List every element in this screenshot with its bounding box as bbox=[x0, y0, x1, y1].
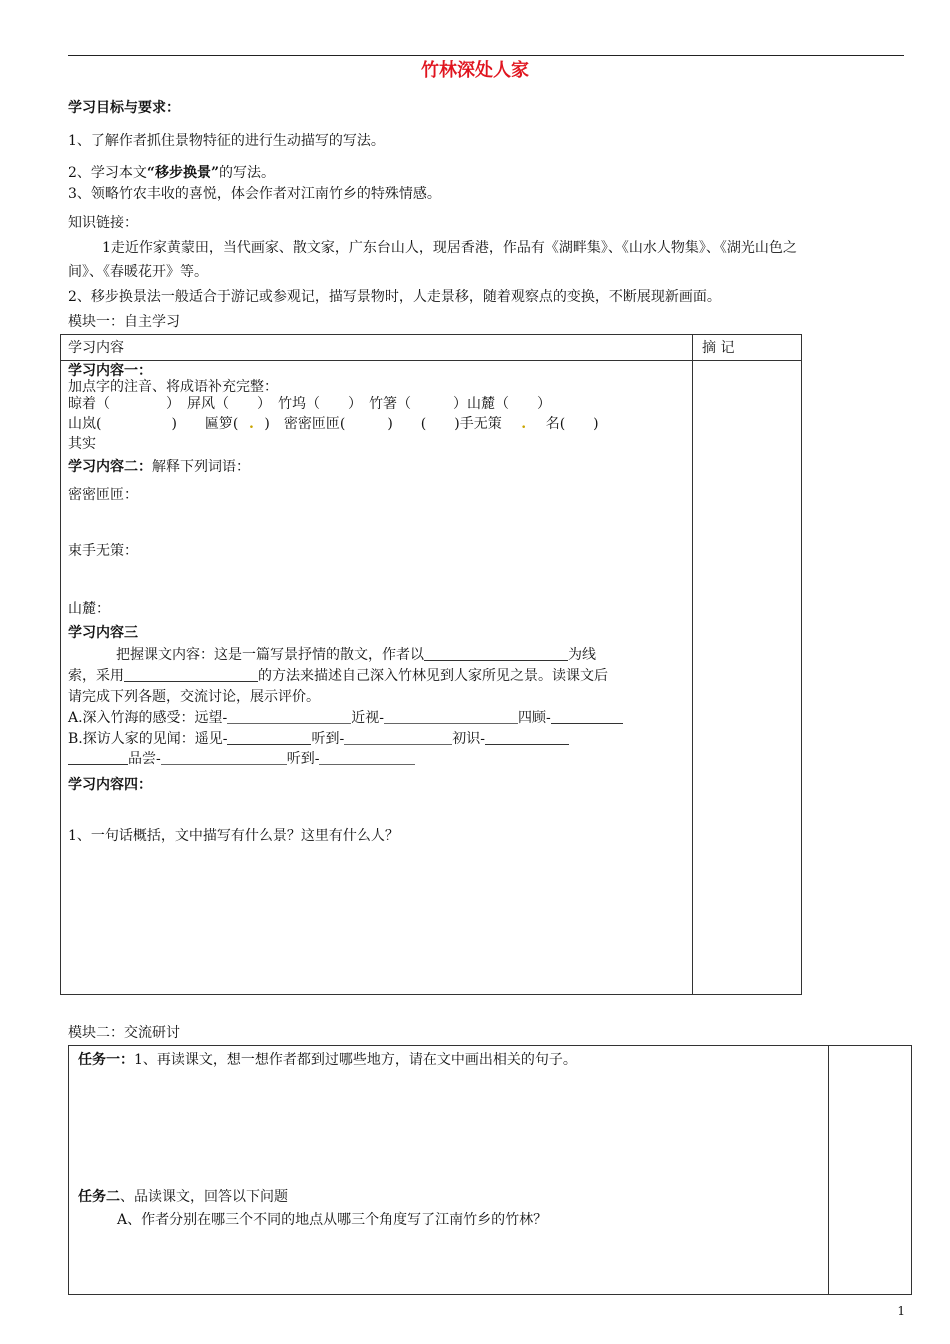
content-3-line-1-b: 为线 bbox=[568, 647, 596, 663]
content-1-row-1: 晾着（ ） 屏风（ ） 竹坞（ ） 竹箸（ ）山麓（ ） bbox=[68, 396, 551, 412]
content-4-heading: 学习内容四： bbox=[68, 777, 152, 793]
task-2 bbox=[78, 1187, 288, 1207]
content-3-line-2 bbox=[68, 666, 608, 686]
emphasis-dot-icon: . bbox=[521, 416, 527, 432]
emphasis-dot-icon: . bbox=[248, 416, 254, 432]
content-4-question-1: 1、一句话概括，文中描写有什么景？这里有什么人？ bbox=[68, 828, 399, 844]
goals-heading: 学习目标与要求： bbox=[68, 100, 180, 116]
blank-first-meet[interactable] bbox=[485, 730, 569, 745]
content-1-row-2-a: 山岚( ) 匾箩( bbox=[68, 416, 239, 432]
line-b2 bbox=[68, 749, 415, 769]
link-1-line-2: 间》、《春暖花开》等。 bbox=[68, 264, 208, 280]
content-3-line-2-b: 的方法来描述自己深入竹林见到人家所见之景。读课文后 bbox=[258, 668, 608, 684]
blank-heard-2[interactable] bbox=[319, 750, 415, 765]
col-notes-header: 摘 记 bbox=[702, 340, 735, 356]
content-1-row-3: 其实 bbox=[68, 436, 96, 452]
blank-heard[interactable] bbox=[344, 730, 452, 745]
content-1-row-2 bbox=[68, 414, 599, 434]
content-3-line-1-a: 把握课文内容：这是一篇写景抒情的散文，作者以 bbox=[116, 647, 424, 663]
module-2-label: 模块二：交流研讨 bbox=[68, 1025, 180, 1041]
term-1: 密密匝匝： bbox=[68, 487, 138, 503]
content-2-heading: 学习内容二： bbox=[68, 459, 152, 475]
page-number: 1 bbox=[897, 1304, 905, 1318]
blank-far-view[interactable] bbox=[227, 709, 351, 724]
header-rule bbox=[68, 55, 904, 56]
blank-theme[interactable] bbox=[424, 646, 568, 661]
task-1-text: 1、再读课文，想一想作者都到过哪些地方，请在文中画出相关的句子。 bbox=[134, 1052, 577, 1068]
term-3: 山麓： bbox=[68, 601, 110, 617]
task-1 bbox=[78, 1050, 577, 1070]
line-b-1: B.探访人家的见闻：遥见- bbox=[68, 731, 228, 747]
table-column-divider bbox=[692, 334, 693, 995]
task-2-label: 任务二 bbox=[78, 1189, 120, 1205]
line-b-2: 听到- bbox=[311, 731, 345, 747]
blank-method[interactable] bbox=[124, 667, 258, 682]
line-b2-1: 品尝- bbox=[128, 751, 161, 767]
blank-tasted[interactable] bbox=[161, 750, 287, 765]
goal-2-pre: 2、学习本文 bbox=[68, 165, 147, 181]
goal-1: 1、了解作者抓住景物特征的进行生动描写的写法。 bbox=[68, 133, 385, 149]
content-3-heading: 学习内容三 bbox=[68, 625, 138, 641]
table-header-rule bbox=[60, 360, 802, 361]
discussion-column-divider bbox=[828, 1045, 829, 1295]
content-1-row-2-b: ) 密密匝匝( ) ( )手无策 bbox=[264, 416, 502, 432]
goal-2-bold: “移步换景” bbox=[146, 165, 220, 181]
content-1-row-2-c: 名( ) bbox=[545, 416, 599, 432]
goal-2-post: 的写法。 bbox=[219, 165, 276, 181]
task-1-label: 任务一： bbox=[78, 1052, 134, 1068]
content-1-intro: 加点字的注音、将成语补充完整： bbox=[68, 379, 278, 395]
line-a-1: A.深入竹海的感受：远望- bbox=[68, 710, 228, 726]
task-2-question-a: A、作者分别在哪三个不同的地点从哪三个角度写了江南竹乡的竹林？ bbox=[117, 1212, 548, 1228]
link-1-line-1: 1走近作家黄蒙田，当代画家、散文家，广东台山人，现居香港，作品有《湖畔集》、《山水人物集》、《湖光山色之 bbox=[102, 240, 797, 256]
goal-2 bbox=[68, 163, 275, 183]
goal-3: 3、领略竹农丰收的喜悦，体会作者对江南竹乡的特殊情感。 bbox=[68, 186, 441, 202]
link-2: 2、移步换景法一般适合于游记或参观记，描写景物时，人走景移，随着观察点的变换，不断展现新画面。 bbox=[68, 289, 721, 305]
content-2-line bbox=[68, 457, 250, 477]
module-1-label: 模块一：自主学习 bbox=[68, 314, 180, 330]
line-b-3: 初识- bbox=[452, 731, 485, 747]
content-2-intro: 解释下列词语： bbox=[152, 459, 250, 475]
line-a-2: 近视- bbox=[351, 710, 385, 726]
blank-near-view[interactable] bbox=[384, 709, 518, 724]
blank-look-around[interactable] bbox=[551, 709, 623, 724]
col-content-header: 学习内容 bbox=[68, 340, 124, 356]
links-heading: 知识链接： bbox=[68, 215, 138, 231]
term-2: 束手无策： bbox=[68, 543, 138, 559]
line-b bbox=[68, 729, 569, 749]
discussion-table bbox=[68, 1045, 912, 1295]
page-title: 竹林深处人家 bbox=[421, 60, 529, 81]
content-3-line-3: 请完成下列各题，交流讨论，展示评价。 bbox=[68, 689, 320, 705]
line-a-3: 四顾- bbox=[518, 710, 551, 726]
line-a bbox=[68, 708, 623, 728]
task-2-text: 、品读课文，回答以下问题 bbox=[120, 1189, 288, 1205]
content-3-line-2-a: 索，采用 bbox=[68, 668, 124, 684]
blank-continued[interactable] bbox=[68, 750, 128, 765]
blank-see-from-afar[interactable] bbox=[227, 730, 311, 745]
content-1-heading: 学习内容一： bbox=[68, 363, 152, 379]
content-3-line-1 bbox=[116, 645, 596, 665]
line-b2-2: 听到- bbox=[286, 751, 320, 767]
